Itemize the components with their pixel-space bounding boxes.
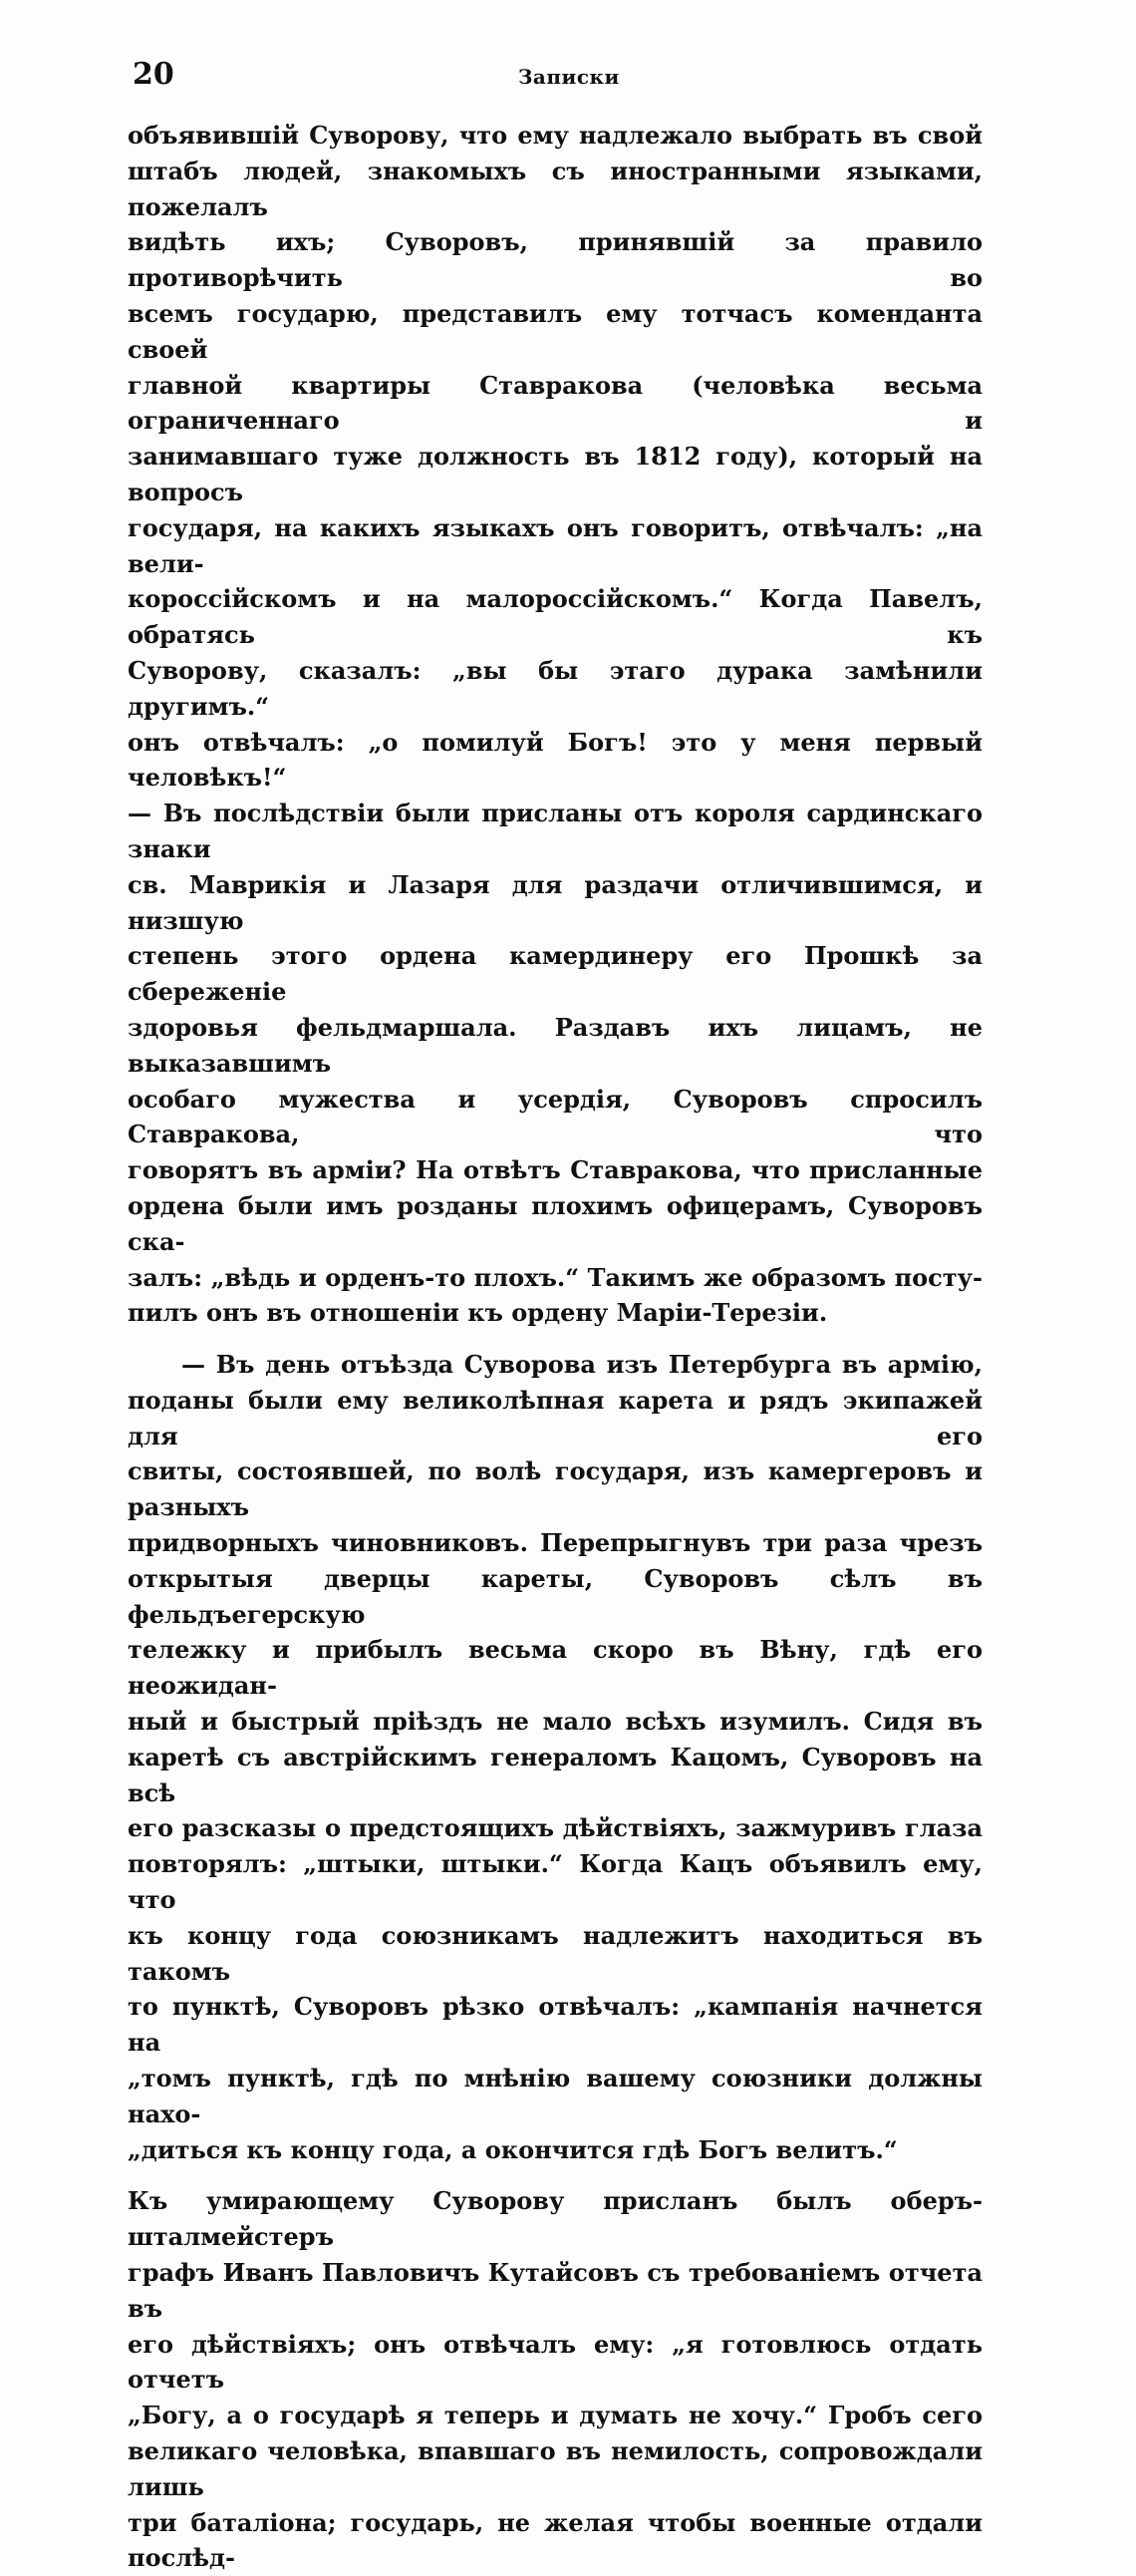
text-line: видѣть ихъ; Суворовъ, принявшій за правило противорѣчить во	[128, 227, 983, 293]
text-line: придворныхъ чиновниковъ. Перепрыгнувъ три раза чрезъ	[128, 1528, 983, 1558]
text-line: „диться къ концу года, а окончится гдѣ Богъ велитъ.“	[128, 2134, 898, 2164]
text-line: повторялъ: „штыки, штыки.“ Когда Кацъ объявилъ ему, что	[128, 1849, 983, 1915]
text-line: короссійскомъ и на малороссійскомъ.“ Когда Павелъ, обратясь къ	[128, 584, 983, 650]
text-line: „Богу, а о государѣ я теперь и думать не хочу.“ Гробъ сего	[128, 2401, 983, 2430]
paragraph-gap	[128, 1331, 983, 1347]
paragraph-gap	[128, 2167, 983, 2183]
text-line: — Въ послѣдствіи были присланы отъ короля сардинскаго знаки	[128, 799, 983, 863]
body-text	[128, 118, 983, 2576]
text-line: три баталіона; государь, не желая чтобы военные отдали послѣд-	[128, 2507, 983, 2573]
text-line: — Въ день отъѣзда Суворова изъ Петербурга въ армію,	[181, 1350, 983, 1380]
text-line: поданы были ему великолѣпная карета и рядъ экипажей для его	[128, 1385, 983, 1450]
text-line: говорятъ въ арміи? На отвѣтъ Ставракова, что присланные	[128, 1155, 983, 1185]
text-line: Суворову, сказалъ: „вы бы этаго дурака замѣнили другимъ.“	[128, 655, 983, 721]
text-line: св. Маврикія и Лазаря для раздачи отличившимся, и низшую	[128, 869, 983, 935]
text-line: его разсказы о предстоящихъ дѣйствіяхъ, зажмуривъ глаза	[128, 1813, 983, 1843]
text-line: графъ Иванъ Павловичъ Кутайсовъ съ требованіемъ отчета въ	[128, 2258, 983, 2323]
text-line: объявившій Суворову, что ему надлежало выбрать въ свой	[128, 121, 983, 150]
text-line: Къ умирающему Суворову присланъ былъ оберъ-шталмейстеръ	[128, 2186, 983, 2252]
text-line: пилъ онъ въ отношеніи къ ордену Маріи-Терезіи.	[128, 1298, 828, 1328]
text-line: онъ отвѣчалъ: „о помилуй Богъ! это у меня первый человѣкъ!“	[128, 727, 983, 793]
text-line: штабъ людей, знакомыхъ съ иностранными языками, пожелалъ	[128, 156, 983, 221]
text-line: государя, на какихъ языкахъ онъ говоритъ, отвѣчалъ: „на вели-	[128, 512, 983, 578]
text-line: ордена были имъ розданы плохимъ офицерамъ, Суворовъ ска-	[128, 1190, 983, 1256]
text-line: открытыя дверцы кареты, Суворовъ сѣлъ въ фельдъегерскую	[128, 1563, 983, 1629]
text-line: главной квартиры Ставракова (человѣка весьма ограниченнаго и	[128, 370, 983, 436]
text-line: свиты, состоявшей, по волѣ государя, изъ камергеровъ и разныхъ	[128, 1456, 983, 1522]
text-line: то пунктѣ, Суворовъ рѣзко отвѣчалъ: „кампанія начнется на	[128, 1992, 983, 2058]
text-line: „томъ пунктѣ, гдѣ по мнѣнію вашему союзники должны нахо-	[128, 2064, 983, 2128]
page-number: 20	[133, 57, 174, 92]
text-line: всемъ государю, представилъ ему тотчасъ коменданта своей	[128, 298, 983, 364]
text-line: его дѣйствіяхъ; онъ отвѣчалъ ему: „я готовлюсь отдать отчетъ	[128, 2329, 983, 2395]
text-line: каретѣ съ австрійскимъ генераломъ Кацомъ, Суворовъ на всѣ	[128, 1742, 983, 1807]
text-line: залъ: „вѣдь и орденъ-то плохъ.“ Такимъ же образомъ посту-	[128, 1262, 983, 1292]
text-line: особаго мужества и усердія, Суворовъ спросилъ Ставракова, что	[128, 1084, 983, 1149]
text-line: къ концу года союзникамъ надлежитъ находиться въ такомъ	[128, 1920, 983, 1986]
text-line: тележку и прибылъ весьма скоро въ Вѣну, гдѣ его неожидан-	[128, 1635, 983, 1701]
text-line: великаго человѣка, впавшаго въ немилость, сопровождали лишь	[128, 2436, 983, 2501]
text-line: ный и быстрый пріѣздъ не мало всѣхъ изумилъ. Сидя въ	[128, 1707, 983, 1737]
text-line: степень этого ордена камердинеру его Прошкѣ за сбереженіе	[128, 941, 983, 1007]
running-title: Записки	[518, 65, 620, 89]
text-line: занимавшаго туже должность въ 1812 году), который на вопросъ	[128, 442, 983, 506]
text-line: здоровья фельдмаршала. Раздавъ ихъ лицамъ, не выказавшимъ	[128, 1012, 983, 1078]
